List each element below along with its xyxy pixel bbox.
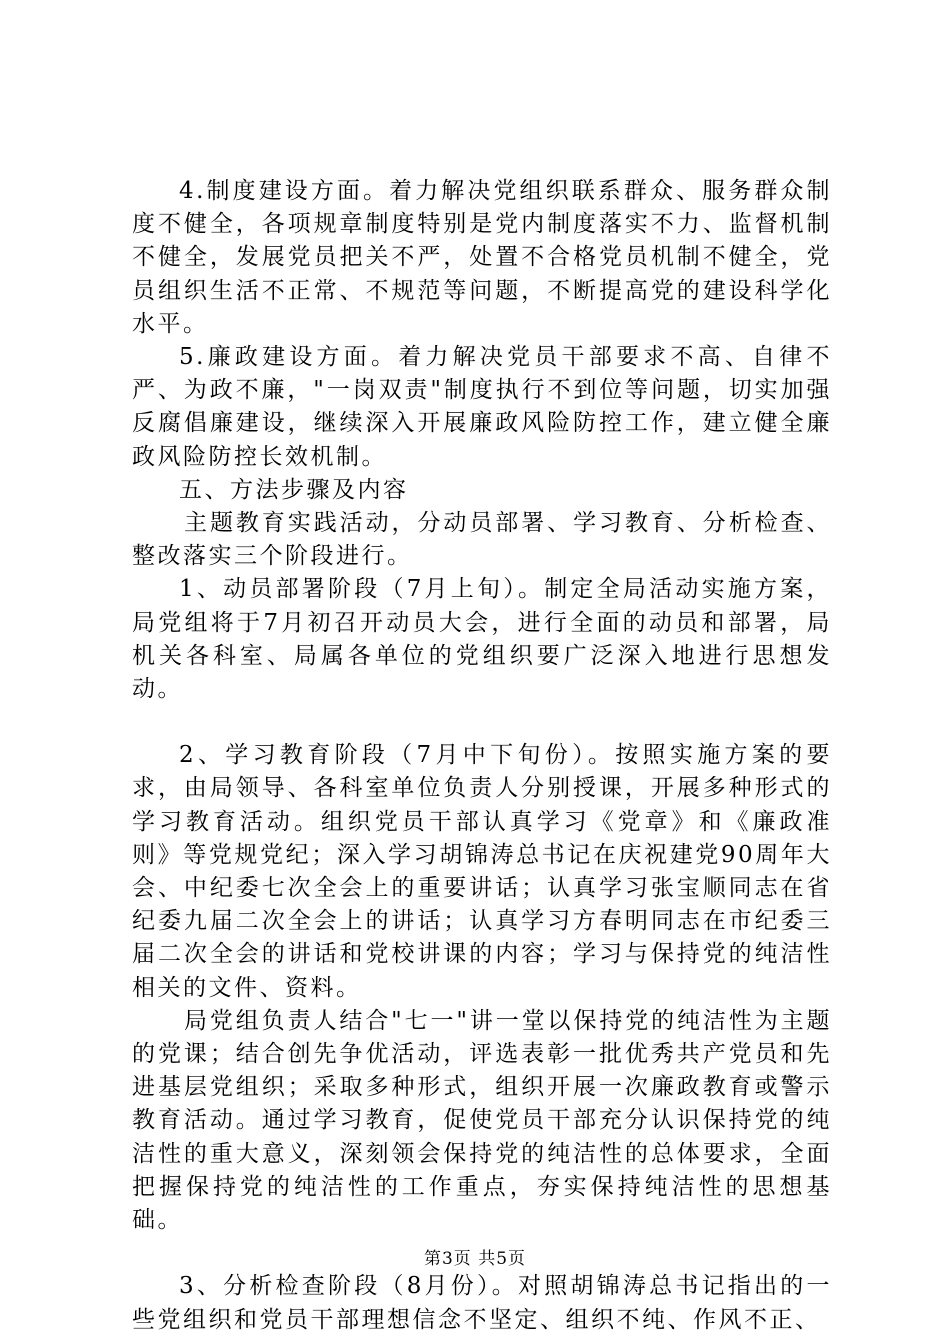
paragraph-phases-overview: 主题教育实践活动，分动员部署、学习教育、分析检查、整改落实三个阶段进行。: [132, 510, 832, 570]
paragraph-institution-building: 4.制度建设方面。着力解决党组织联系群众、服务群众制度不健全，各项规章制度特别是党内制度落实不力、监督机制不健全，发展党员把关不严，处置不合格党员机制不健全，党员组织生活不正常、不规范等问题，不断提高党的建设科学化水平。: [132, 178, 832, 337]
paragraph-analysis-phase: 3、分析检查阶段（8月份）。对照胡锦涛总书记指出的一些党组织和党员干部理想信念不坚定、组织不纯、作风不正、: [132, 1273, 832, 1333]
paragraph-clean-government: 5.廉政建设方面。着力解决党员干部要求不高、自律不严、为政不廉，"一岗双责"制度执行不到位等问题，切实加强反腐倡廉建设，继续深入开展廉政风险防控工作，建立健全廉政风险防控长效机制。: [132, 344, 832, 470]
section-heading-methods-steps: 五、方法步骤及内容: [179, 476, 409, 503]
document-body: [132, 175, 832, 1337]
paragraph-party-lecture: 局党组负责人结合"七一"讲一堂以保持党的纯洁性为主题的党课；结合创先争优活动，评选表彰一批优秀共产党员和先进基层党组织；采取多种形式，组织开展一次廉政教育或警示教育活动。通过学习教育，促使党员干部充分认识保持党的纯洁性的重大意义，深刻领会保持党的纯洁性的总体要求，全面把握保持党的纯洁性的工作重点，夯实保持纯洁性的思想基础。: [132, 1007, 832, 1234]
paragraph-study-phase: 2、学习教育阶段（7月中下旬份）。按照实施方案的要求，由局领导、各科室单位负责人分别授课，开展多种形式的学习教育活动。组织党员干部认真学习《党章》和《廉政准则》等党规党纪；深入学习胡锦涛总书记在庆祝建党90周年大会、中纪委七次全会上的重要讲话；认真学习张宝顺同志在省纪委九届二次全会上的讲话；认真学习方春明同志在市纪委三届二次全会的讲话和党校讲课的内容；学习与保持党的纯洁性相关的文件、资料。: [132, 742, 832, 1001]
page-number-footer: 第3页 共5页: [423, 1249, 527, 1269]
paragraph-mobilization-phase: 1、动员部署阶段（7月上旬）。制定全局活动实施方案，局党组将于7月初召开动员大会，进行全面的动员和部署，局机关各科室、局属各单位的党组织要广泛深入地进行思想发动。: [132, 576, 832, 703]
